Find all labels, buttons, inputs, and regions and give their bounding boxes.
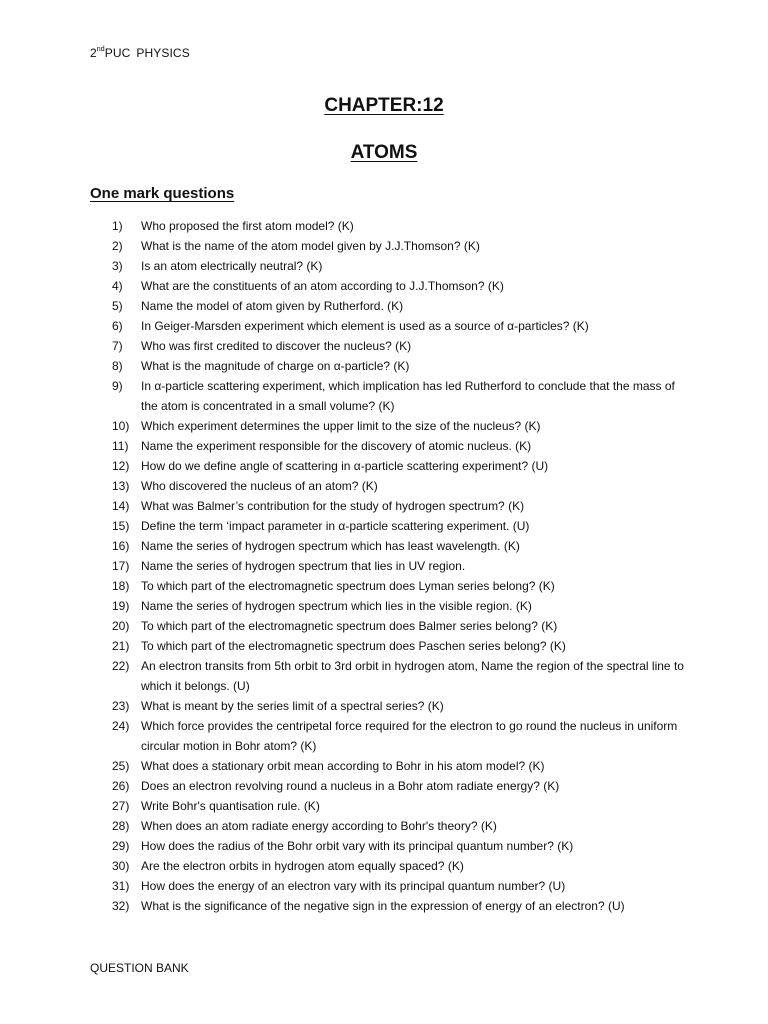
question-text: How does the radius of the Bohr orbit vary with its principal quantum number? (K) [141, 839, 574, 853]
question-item [112, 896, 692, 916]
question-text: Is an atom electrically neutral? (K) [141, 259, 323, 273]
question-text: What are the constituents of an atom according to J.J.Thomson? (K) [141, 279, 504, 293]
topic-title: ATOMS [350, 142, 418, 163]
section-heading: One mark questions [90, 185, 235, 202]
question-text: An electron transits from 5th orbit to 3rd orbit in hydrogen atom, Name the region of the spectral line to which it belongs. (U) [141, 659, 684, 693]
question-text: What is meant by the series limit of a spectral series? (K) [141, 699, 444, 713]
question-text: To which part of the electromagnetic spectrum does Paschen series belong? (K) [141, 639, 566, 653]
question-item [112, 236, 692, 256]
question-number: 16) [112, 539, 130, 553]
question-number: 11) [112, 439, 129, 453]
question-text: Who proposed the first atom model? (K) [141, 219, 354, 233]
question-text: Does an electron revolving round a nucleus in a Bohr atom radiate energy? (K) [141, 779, 560, 793]
question-text: When does an atom radiate energy according to Bohr's theory? (K) [141, 819, 497, 833]
question-number: 12) [112, 459, 130, 473]
question-item [112, 436, 692, 456]
question-number: 28) [112, 819, 130, 833]
question-item [112, 796, 692, 816]
question-item [112, 416, 692, 436]
question-item [112, 276, 692, 296]
question-item [112, 876, 692, 896]
question-text: Which force provides the centripetal force required for the electron to go round the nucleus in uniform circular motion in Bohr atom? (K) [141, 719, 678, 753]
question-item [112, 616, 692, 636]
question-text: What is the significance of the negative sign in the expression of energy of an electron? (U) [141, 899, 625, 913]
class-prefix: 2 [90, 46, 97, 60]
question-text: How does the energy of an electron vary with its principal quantum number? (U) [141, 879, 566, 893]
question-text: Who discovered the nucleus of an atom? (K) [141, 479, 378, 493]
question-number: 21) [112, 639, 130, 653]
question-text: Name the model of atom given by Rutherford. (K) [141, 299, 404, 313]
question-number: 20) [112, 619, 130, 633]
question-number: 23) [112, 699, 130, 713]
question-item [112, 716, 692, 756]
question-item [112, 356, 692, 376]
question-number: 17) [112, 559, 130, 573]
question-number: 8) [112, 359, 123, 373]
question-number: 10) [112, 419, 130, 433]
question-item [112, 776, 692, 796]
question-number: 4) [112, 279, 123, 293]
question-text: Write Bohr's quantisation rule. (K) [141, 799, 320, 813]
question-number: 9) [112, 379, 123, 393]
question-text: In α-particle scattering experiment, which implication has led Rutherford to conclude that the mass of the atom is concentrated in a small volume? (K) [141, 379, 675, 413]
question-number: 2) [112, 239, 123, 253]
question-number: 15) [112, 519, 130, 533]
question-item [112, 656, 692, 696]
question-text: Name the series of hydrogen spectrum that lies in UV region. [141, 559, 466, 573]
question-number: 3) [112, 259, 123, 273]
question-item [112, 856, 692, 876]
question-item [112, 516, 692, 536]
question-item [112, 376, 692, 416]
question-number: 25) [112, 759, 130, 773]
question-text: What is the name of the atom model given by J.J.Thomson? (K) [141, 239, 480, 253]
question-text: What is the magnitude of charge on α-particle? (K) [141, 359, 410, 373]
question-number: 6) [112, 319, 123, 333]
question-number: 5) [112, 299, 123, 313]
question-text: Which experiment determines the upper limit to the size of the nucleus? (K) [141, 419, 541, 433]
question-item [112, 816, 692, 836]
subject-name: PHYSICS [136, 46, 190, 60]
question-item [112, 496, 692, 516]
question-text: In Geiger-Marsden experiment which element is used as a source of α-particles? (K) [141, 319, 589, 333]
class-ordinal-suffix: nd [96, 46, 105, 53]
question-text: Name the series of hydrogen spectrum which has least wavelength. (K) [141, 539, 520, 553]
question-text: What does a stationary orbit mean according to Bohr in his atom model? (K) [141, 759, 545, 773]
question-number: 13) [112, 479, 130, 493]
question-number: 22) [112, 659, 130, 673]
question-text: Name the experiment responsible for the discovery of atomic nucleus. (K) [141, 439, 532, 453]
question-number: 27) [112, 799, 130, 813]
question-item [112, 536, 692, 556]
question-item [112, 836, 692, 856]
question-text: What was Balmer’s contribution for the study of hydrogen spectrum? (K) [141, 499, 525, 513]
question-text: To which part of the electromagnetic spectrum does Lyman series belong? (K) [141, 579, 555, 593]
question-item [112, 596, 692, 616]
question-item [112, 456, 692, 476]
question-item [112, 576, 692, 596]
question-number: 1) [112, 219, 123, 233]
question-list [112, 216, 692, 916]
question-number: 19) [112, 599, 130, 613]
question-text: How do we define angle of scattering in α-particle scattering experiment? (U) [141, 459, 549, 473]
question-text: Are the electron orbits in hydrogen atom equally spaced? (K) [141, 859, 464, 873]
question-item [112, 336, 692, 356]
question-number: 24) [112, 719, 130, 733]
question-item [112, 256, 692, 276]
question-number: 31) [112, 879, 130, 893]
question-number: 29) [112, 839, 130, 853]
question-item [112, 756, 692, 776]
class-name: PUC [104, 46, 131, 60]
question-item [112, 696, 692, 716]
chapter-title: CHAPTER:12 [324, 95, 444, 116]
question-item [112, 296, 692, 316]
question-text: Define the term ‘impact parameter in α-particle scattering experiment. (U) [141, 519, 530, 533]
page-footer: QUESTION BANK [90, 961, 189, 975]
question-number: 14) [112, 499, 130, 513]
question-number: 32) [112, 899, 130, 913]
question-item [112, 216, 692, 236]
page-header [90, 46, 190, 60]
question-number: 7) [112, 339, 123, 353]
question-item [112, 316, 692, 336]
question-item [112, 476, 692, 496]
question-number: 30) [112, 859, 130, 873]
question-number: 18) [112, 579, 130, 593]
question-text: Who was first credited to discover the nucleus? (K) [141, 339, 412, 353]
question-text: To which part of the electromagnetic spectrum does Balmer series belong? (K) [141, 619, 558, 633]
question-item [112, 636, 692, 656]
question-text: Name the series of hydrogen spectrum which lies in the visible region. (K) [141, 599, 532, 613]
question-item [112, 556, 692, 576]
question-number: 26) [112, 779, 130, 793]
